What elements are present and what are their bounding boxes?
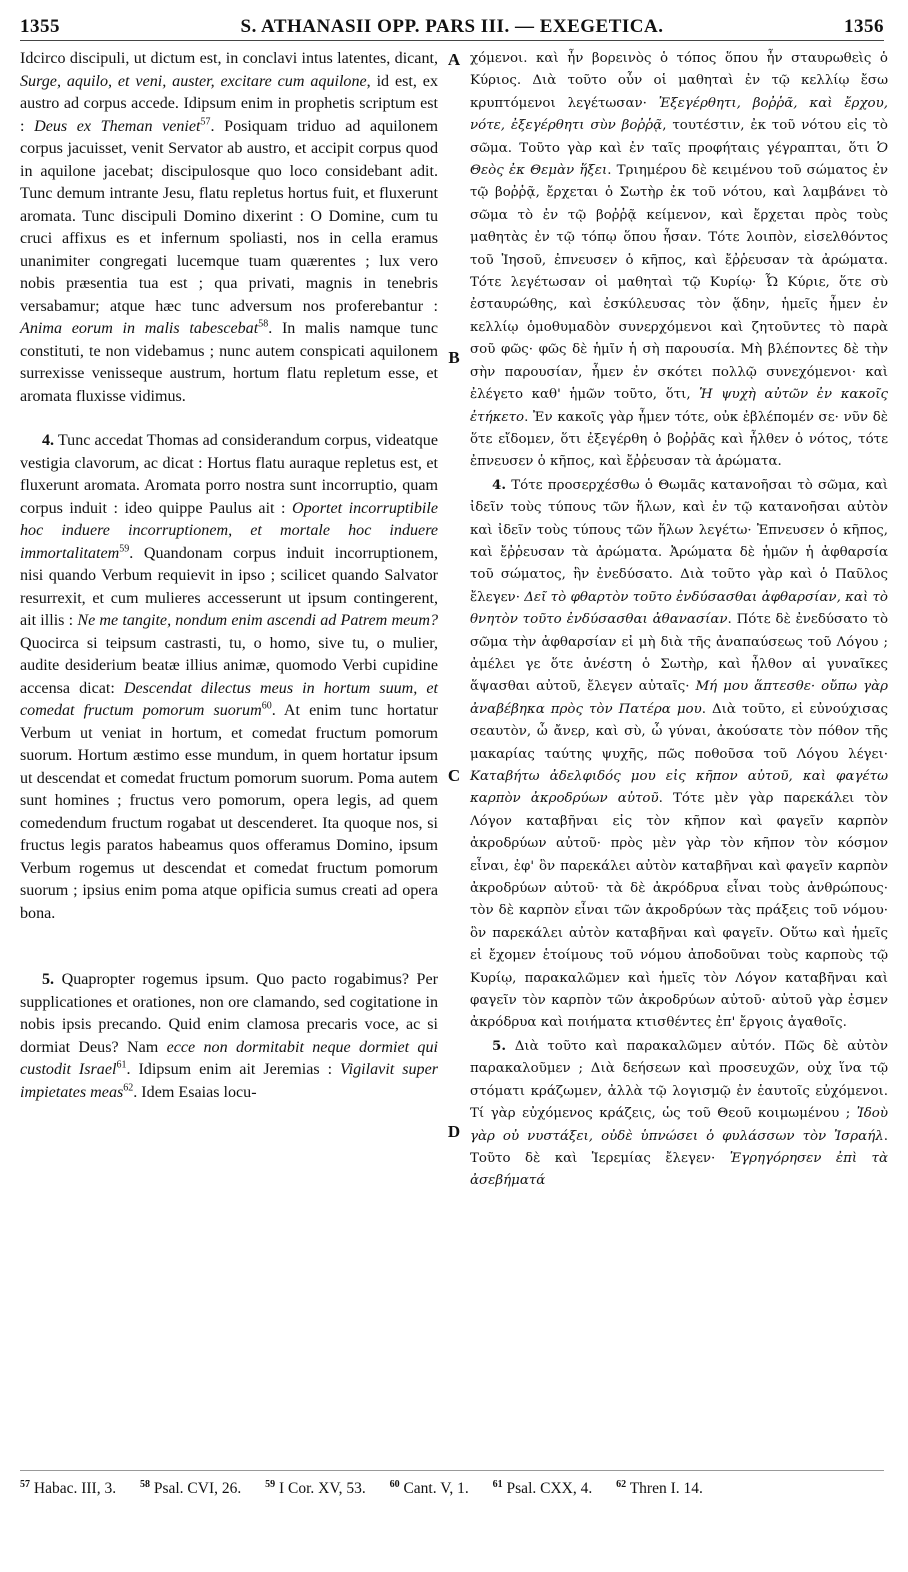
text-run: , id est, ex austro ad corpus accede. Idipsum enim in prophetis scriptum est : xyxy=(20,72,438,135)
margin-letter-b: B xyxy=(448,348,460,367)
greek-paragraph-3 xyxy=(470,48,888,474)
text-run: . Διὰ τοῦτο, εἰ εὐνούχισας σεαυτὸν, ὦ ἄνερ, καὶ σὺ, ὦ γύναι, ἀκούσατε τὸν πόθον τῆς μακαρίας ταύτης ψυχῆς, πῶς ποθοῦσα τοῦ Λόγου λέγει· xyxy=(470,701,888,762)
scripture-quote: Anima eorum in malis tabescebat xyxy=(20,320,259,337)
latin-paragraph-3 xyxy=(20,48,438,408)
text-run: . Idipsum enim ait Jeremias : xyxy=(126,1061,341,1078)
latin-paragraph-4 xyxy=(20,430,438,925)
text-run: . Quandonam corpus induit incorruptionem, nisi quando Verbum requievit in ipso ; scilicet quando Salvator resurrexit, et cum mulieres accesserunt ut ipsum contingerent, ait illis : xyxy=(20,544,438,629)
scripture-quote: Ἐξεγέρθητι, βοῤῥᾶ, καὶ ἔρχου, νότε, ἐξεγέρθητι σὺν βοῤῥᾷ xyxy=(470,95,889,134)
scripture-quote: Descendat dilectus meus in hortum suum, et comedat fructum pomorum suorum xyxy=(20,679,438,719)
text-run: Διὰ τοῦτο καὶ παρακαλῶμεν αὐτόν. Πῶς δὲ αὐτὸν παρακαλοῦμεν ; Διὰ δεήσεων καὶ προσευχῶν, οὐχ ἵνα τῷ στόματι κράζωμεν, ἀλλὰ τῷ λογισμῷ ἐν ἑαυτοῖς εὐχόμενοι. Τί γὰρ εὐχόμενος κράζεις, ὡς τοῦ Θεοῦ κοιμωμένου ; xyxy=(470,1038,888,1122)
footnote: $^{59}$ I Cor. XV, 53. xyxy=(265,1479,366,1498)
footnote: $^{57}$ Habac. III, 3. xyxy=(20,1479,117,1498)
scripture-quote: Ἡ ψυχὴ αὐτῶν ἐν κακοῖς ἐτήκετο xyxy=(470,387,888,425)
scripture-quote: Oportet incorruptibile hoc induere incorruptionem, et mortale hoc induere immortalitatem xyxy=(20,499,438,562)
footnote-ref: 57 xyxy=(200,116,211,128)
greek-paragraph-4-text xyxy=(470,478,888,1031)
text-run: Quocirca si teipsum castrasti, tu, o homo, sive tu, o mulier, audite desiderium beatæ illius animæ, quomodo Verbi cupidine accensa dicat: xyxy=(20,634,438,697)
text-run: . Τότε μὲν γὰρ παρεκάλει τὸν Λόγον καταβῆναι εἰς τὸν κῆπον καὶ φαγεῖν καρπὸν ἀκροδρύων αὐτοῦ· πρὸς μὲν γὰρ τὸν κῆπον τὸν κόσμον εἶναι, ἐφ' ὃν παρεκάλει αὐτὸν καταβῆναι καὶ φαγεῖν καρπὸν ἀκροδρύων αὐτοῦ· τὰ δὲ ἀκρόδρυα εἶναι τοὺς ἀνθρώπους· τὸν δὲ καρπὸν εἶναι τῶν ἀκροδρύων τὰς πράξεις τοῦ νόμου· ὃν παρεκάλει αὐτὸν καταβῆναι καὶ φαγεῖν. Οὕτω καὶ ἡμεῖς εἰ ἔχομεν ἑτοίμους τοῦ νόμου ἀποδοῦναι τοὺς καρποὺς τῷ Κυρίῳ, παρακαλῶμεν καὶ ἡμεῖς τὸν Λόγον καταβῆναι καὶ φαγεῖν τὸν καρπὸν τῶν ἀκροδρύων αὐτοῦ· αὐτοῦ γὰρ ἐσμεν ἀκρόδρυα καὶ ποιήματα κτισθέντες ἐπ' ἔργοις ἀγαθοῖς. xyxy=(470,791,888,1031)
text-run: . At enim tunc hortatur Verbum ut veniat in hortum, et comedat fructum pomorum suorum. Hortum æstimo esse mundum, in quem hortatur ipsum ut descendat et comedat fructum pomorum suorum. Poma autem sunt homines ; fructus vero pomorum, opera legis, ad quem comedendum fructum rogabat ut descenderet. Ita quoque nos, si fructus legis paratos habeamus quos offeramus Domino, ipsum Verbum rogemus ut descendat et comedat fructum pomorum suorum ; ipsius enim poma atque opificia sumus creati ad opera bona. xyxy=(20,702,439,922)
scripture-quote: ecce non dormitabit neque dormiet qui custodit Israel xyxy=(20,1038,438,1078)
scripture-quote: Δεῖ τὸ φθαρτὸν τοῦτο ἐνδύσασθαι ἀφθαρσίαν, καὶ τὸ θνητὸν τοῦτο ἐνδύσασθαι ἀθανασίαν xyxy=(470,589,888,628)
scripture-quote: Surge, aquilo, et veni, auster, excitare cum aquilone xyxy=(20,72,367,90)
scripture-quote: Ἰδοὺ γὰρ οὐ νυστάξει, οὐδὲ ὑπνώσει ὁ φυλάσσων τὸν Ἰσραήλ xyxy=(470,1106,888,1144)
footnote-ref: 61 xyxy=(116,1059,127,1071)
footnote: $^{62}$ Thren I. 14. xyxy=(616,1479,703,1498)
scripture-quote: Vigilavit super impietates meas xyxy=(20,1061,438,1101)
text-run: Quapropter rogemus ipsum. Quo pacto rogabimus? Per supplicationes et orationes, non ore clamando, sed cogitatione in nobis ipsis precando. Quid enim clamosa precaris voce, ac si dormiat Deus? Nam xyxy=(20,971,438,1056)
text-run: Idcirco discipuli, ut dictum est, in conclavi intus latentes, dicant, xyxy=(20,50,438,67)
scripture-quote: Ἐγρηγόρησεν ἐπὶ τὰ ἀσεβήματά xyxy=(470,1150,888,1189)
latin-paragraph-5-text xyxy=(20,971,438,1101)
section-number: 4. xyxy=(492,476,506,493)
text-run: Tunc accedat Thomas ad considerandum corpus, videatque vestigia clavorum, ac dicat : Hortus flatu auraque repletus est, et fluxerunt aromata. Aromata porro nostra sunt incorruptio, quam corpus induit : ideo quippe Paulus ait : xyxy=(20,432,438,517)
margin-letter-d: D xyxy=(447,1122,461,1141)
section-number: 4. xyxy=(42,432,55,449)
text-run: . Ἐν κακοῖς γὰρ ἦμεν τότε, οὐκ ἐβλέπομέν σε· νῦν δὲ ὅτε εἴδομεν, ὅτι ἐξεγέρθη ὁ βοῤῥᾶς καὶ ἦλθεν ὁ νότος, τότε ἐπνευσεν ὁ κῆπος, καὶ ἔῤῥευσαν τὰ ἀρώματα. xyxy=(470,409,888,470)
margin-letter-c: C xyxy=(447,766,461,785)
text-run: . Posiquam triduo ad aquilonem corpus jacuisset, venit Servator ab austro, et accipit corpus quod in aquilone jacebat; discipulosque quo loco considebant adit. Tunc demum intrante Jesu, flatu repletus hortus fuit, et fluxerunt aromata. Tunc discipuli Domino dixerint : O Domine, cum tu cruci affixus es et infernum spoliasti, nos in cella eramus unanimiter congregati lucemque tuam quærentes ; lux vero nobis præsentia tua est ; qua privati, magnis in tenebris versabamur; atque hæc tunc adversum nos proferebantur : xyxy=(20,117,438,315)
text-run: , τουτέστιν, ἐκ τοῦ νότου εἰς τὸ σῶμα. Τοῦτο γὰρ καὶ ἐν ταῖς προφήταις γέγραπται, ὅτι xyxy=(470,118,888,156)
footnote-ref: 62 xyxy=(123,1082,134,1094)
page-number-left: 1355 xyxy=(20,16,60,37)
greek-paragraph-4 xyxy=(470,474,888,1035)
greek-paragraph-5-text xyxy=(470,1039,888,1188)
footnote-ref: 60 xyxy=(261,700,272,712)
text-run: Τότε προσερχέσθω ὁ Θωμᾶς κατανοῆσαι τὸ σῶμα, καὶ ἰδεῖν τοὺς τύπους τῶν ἥλων, καὶ ἐν τῷ κατανοῆσαι αὐτὸν καὶ ἰδεῖν τοὺς τύπους τῶν ἥλων λεγέτω· Ἐπνευσεν ὁ κῆπος, καὶ ἔῤῥευσαν τὰ ἀρώματα. Ἀρώματα δὲ ἡμῶν ἡ ἀφθαρσία τοῦ σώματος, ἣν ἐνεδύσατο. Διὰ τοῦτο γὰρ καὶ ὁ Παῦλος ἔλεγεν· xyxy=(470,477,888,605)
footnote: $^{60}$ Cant. V, 1. xyxy=(389,1479,469,1498)
text-run: . Idem Esaias locu- xyxy=(133,1083,257,1101)
text-run: . Τριημέρου δὲ κειμένου τοῦ σώματος ἐν τῷ βοῤῥᾷ, ἔρχεται ὁ Σωτὴρ ἐκ τοῦ νότου, καὶ λαμβάνει τὸ σῶμα τὸ ἐν τῷ βοῤῥᾷ κείμενον, καὶ ἔρχεται πρὸς τοὺς μαθητὰς ἐν τῷ τόπῳ ὅπου ἦσαν. Τότε λοιπὸν, εἰσελθόντος τοῦ Ἰησοῦ, ἐπνευσεν ὁ κῆπος, καὶ ἔῤῥευσαν τὰ ἀρώματα. Τότε λεγέτωσαν οἱ μαθηταὶ τῷ Κυρίῳ· Ὦ Κύριε, ὅτε σὺ ἐσταυρώθης, καὶ ἐσκύλευσας τὸν ᾅδην, ἡμεῖς ἦμεν ἐν κελλίῳ ὁμοθυμαδὸν συνερχόμενοι καὶ ζητοῦντες τὸ παρὰ σοῦ φῶς· φῶς δὲ ἡμῖν ἡ σὴ παρουσία. Μὴ βλέποντες δὲ τὴν σὴν παρουσίαν, ἦμεν ἐν σκότει πολλῷ συνεχόμενοι· καὶ ἐλέγετο καθ' ἡμῶν τοῦτο, ὅτι, xyxy=(470,163,888,403)
section-number: 5. xyxy=(42,971,55,988)
margin-letter-a: A xyxy=(447,50,461,69)
latin-paragraph-5 xyxy=(20,969,438,1104)
footnote: $^{61}$ Psal. CXX, 4. xyxy=(492,1479,593,1498)
scripture-quote: Deus ex Theman veniet xyxy=(34,117,201,135)
latin-paragraph-4-text xyxy=(20,432,438,922)
running-title: S. ATHANASII OPP. PARS III. — EXEGETICA. xyxy=(240,16,664,37)
scripture-quote: Ne me tangite, nondum enim ascendi ad Patrem meum? xyxy=(77,612,438,629)
latin-column xyxy=(20,48,438,1104)
footnote: $^{58}$ Psal. CVI, 26. xyxy=(139,1479,242,1498)
footnote-ref: 59 xyxy=(119,543,130,555)
text-run: . Τοῦτο δὲ καὶ Ἱερεμίας ἔλεγεν· xyxy=(470,1128,888,1166)
scripture-quote: Ὁ Θεὸς ἐκ Θεμὰν ἥξει xyxy=(470,140,888,179)
text-run: . In malis namque tunc constituti, te non videbamus ; nunc autem conspicati aquilonem surrexisse venisseque austrum, hortum flatu repletum esse, et aromata fluxisse vidimus. xyxy=(20,320,438,405)
section-number: 5. xyxy=(492,1037,506,1054)
footnotes xyxy=(20,1470,884,1499)
greek-paragraph-5 xyxy=(470,1035,888,1193)
footnote-ref: 58 xyxy=(258,318,269,330)
scripture-quote: Καταβήτω ἀδελφιδός μου εἰς κῆπον αὐτοῦ, καὶ φαγέτω καρπὸν ἀκροδρύων αὐτοῦ xyxy=(470,769,888,807)
scripture-quote: Μή μου ἅπτεσθε· οὔπω γὰρ ἀναβέβηκα πρὸς τὸν Πατέρα μου xyxy=(470,679,888,717)
page-number-right: 1356 xyxy=(844,16,884,37)
greek-column xyxy=(470,48,888,1193)
running-header xyxy=(20,16,884,41)
text-run: . Πότε δὲ ἐνεδύσατο τὸ σῶμα τὴν ἀφθαρσίαν εἰ μὴ διὰ τῆς ἀναπαύσεως τοῦ Λόγου ; ἀμέλει γε ὅτε ἀνέστη ὁ Σωτὴρ, καὶ ἦλθον αἱ γυναῖκες ἅψασθαι αὐτοῦ, ἔλεγεν αὐταῖς· xyxy=(470,612,889,695)
text-run: χόμενοι. καὶ ἦν βορεινὸς ὁ τόπος ὅπου ἦν σταυρωθεὶς ὁ Κύριος. Διὰ τοῦτο οὖν οἱ μαθηταὶ ἐν τῷ κελλίῳ ἔσω κρυπτόμενοι λεγέτωσαν· xyxy=(470,51,888,111)
